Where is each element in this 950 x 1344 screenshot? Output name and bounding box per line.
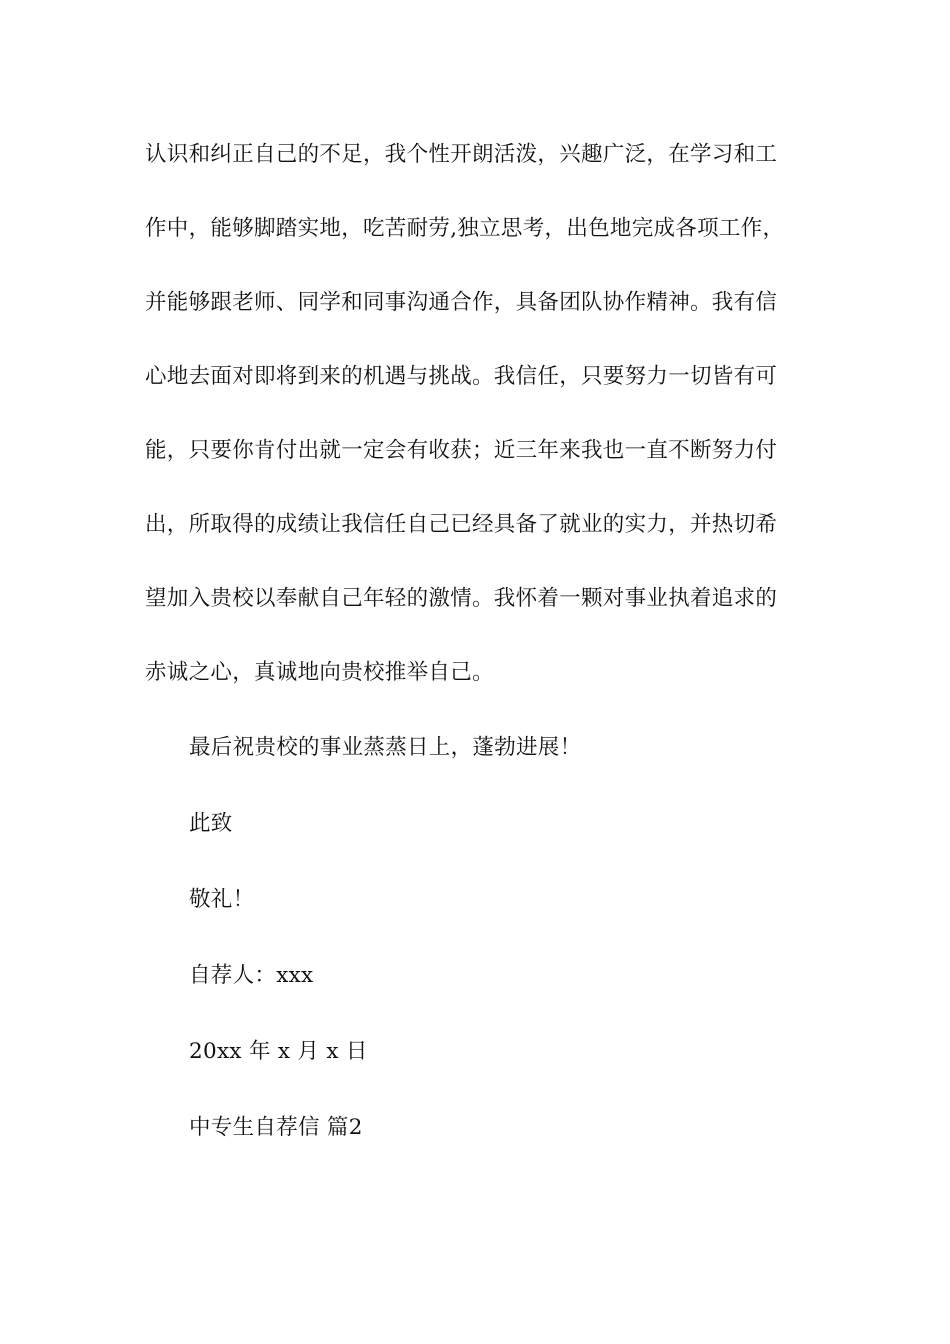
paragraph-line: 赤诚之心，真诚地向贵校推举自己。 bbox=[145, 660, 494, 685]
regards: 敬礼！ bbox=[189, 887, 255, 912]
salutation: 此致 bbox=[189, 811, 233, 836]
letter-date: 20xx 年 x 月 x 日 bbox=[189, 1039, 368, 1064]
paragraph-line: 望加入贵校以奉献自己年轻的激情。我怀着一颗对事业执着追求的 bbox=[145, 586, 778, 611]
paragraph-line: 作中，能够脚踏实地，吃苦耐劳,独立思考，出色地完成各项工作， bbox=[145, 216, 785, 241]
signer: 自荐人：xxx bbox=[189, 963, 314, 988]
paragraph-line: 能，只要你肯付出就一定会有收获；近三年来我也一直不断努力付 bbox=[145, 438, 778, 463]
letter-body-paragraph bbox=[145, 135, 805, 727]
letter-closing bbox=[189, 728, 789, 1184]
paragraph-line: 心地去面对即将到来的机遇与挑战。我信任，只要努力一切皆有可 bbox=[145, 364, 778, 389]
paragraph-line: 并能够跟老师、同学和同事沟通合作，具备团队协作精神。我有信 bbox=[145, 290, 778, 315]
closing-wish: 最后祝贵校的事业蒸蒸日上，蓬勃进展！ bbox=[189, 735, 582, 760]
next-section-title: 中专生自荐信 篇2 bbox=[189, 1115, 363, 1140]
paragraph-line: 出，所取得的成绩让我信任自己已经具备了就业的实力，并热切希 bbox=[145, 512, 778, 537]
paragraph-line: 认识和纠正自己的不足，我个性开朗活泼，兴趣广泛，在学习和工 bbox=[145, 142, 778, 167]
